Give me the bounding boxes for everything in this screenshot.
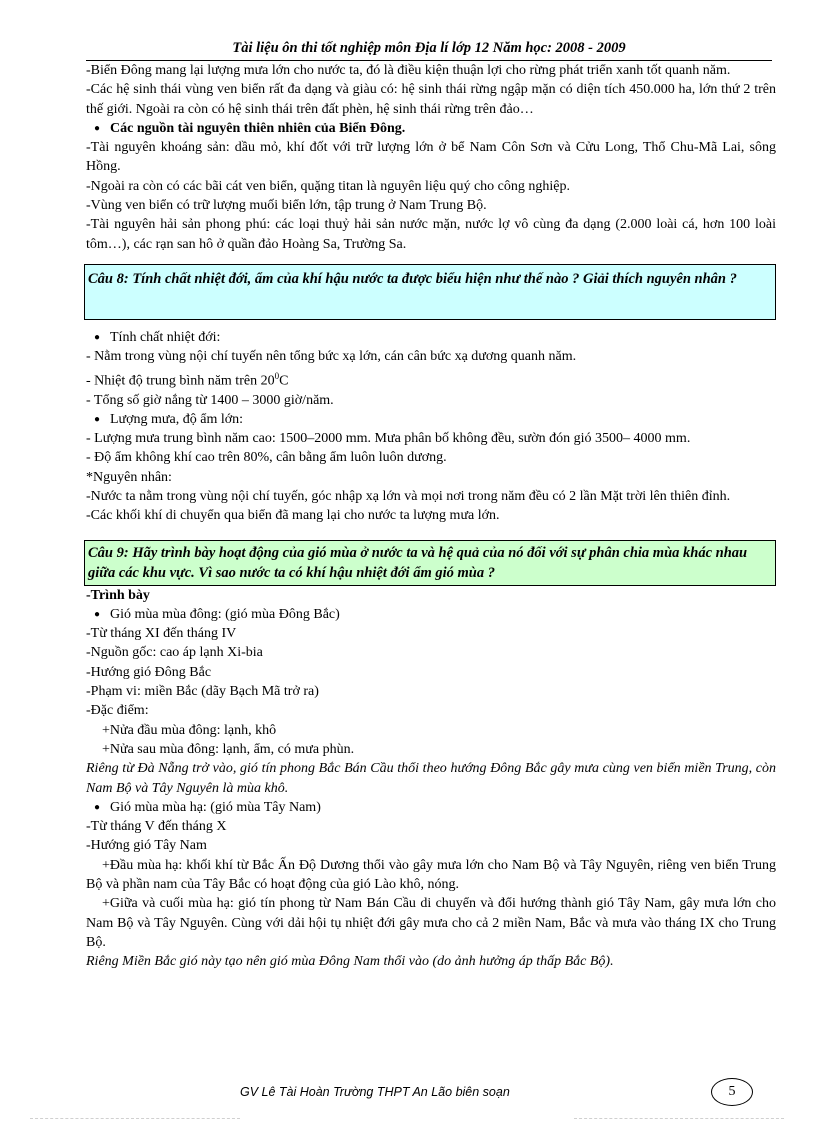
footer-author: GV Lê Tài Hoàn Trường THPT An Lão biên soạn	[240, 1085, 510, 1099]
paragraph: -Các khối khí di chuyển qua biển đã mang lại cho nước ta lượng mưa lớn.	[86, 508, 500, 524]
bullet-heading: ● Các nguồn tài nguyên thiên nhiên của Biển Đông.	[86, 119, 776, 138]
bullet-item: ● Gió mùa mùa đông: (gió mùa Đông Bắc)	[86, 605, 776, 624]
question-8-box: Câu 8: Tính chất nhiệt đới, ẩm của khí hậu nước ta được biểu hiện như thế nào ? Giải thích nguyên nhân ?	[84, 264, 776, 320]
paragraph: -Phạm vi: miền Bắc (dãy Bạch Mã trở ra)	[86, 684, 319, 700]
bullet-item: ● Tính chất nhiệt đới:	[86, 328, 776, 347]
paragraph: +Nửa đầu mùa đông: lạnh, khô	[102, 722, 277, 738]
section-heading: -Trình bày	[86, 587, 150, 603]
paragraph: -Nguồn gốc: cao áp lạnh Xi-bia	[86, 645, 263, 661]
paragraph: - Tổng số giờ nắng từ 1400 – 3000 giờ/năm.	[86, 392, 334, 408]
bullet-item: ● Lượng mưa, độ ẩm lớn:	[86, 410, 776, 429]
question-9-box: Câu 9: Hãy trình bày hoạt động của gió mùa ở nước ta và hệ quả của nó đối với sự phân chia mùa khác nhau giữa các khu vực. Vì sao nước ta có khí hậu nhiệt đới ẩm gió mùa ?	[84, 540, 776, 586]
paragraph: - Độ ẩm không khí cao trên 80%, cân bằng ẩm luôn luôn dương.	[86, 450, 447, 466]
paragraph: -Vùng ven biển có trữ lượng muối biển lớn, tập trung ở Nam Trung Bộ.	[86, 198, 487, 214]
page-number: 5	[711, 1078, 753, 1106]
paragraph: +Giữa và cuối mùa hạ: gió tín phong từ Nam Bán Cầu di chuyển và đổi hướng thành gió Tây Nam, gây mưa lớn cho Nam Bộ và Tây Nguyên. Cùng với dải hội tụ nhiệt đới gây mưa cho cả 2 miền Nam, Bắc và mưa vào tháng IX cho Trung Bộ.	[86, 896, 776, 950]
italic-note: Riêng từ Đà Nẵng trở vào, gió tín phong Bắc Bán Cầu thổi theo hướng Đông Bắc gây mưa cùng ven biển miền Trung, còn Nam Bộ và Tây Nguyên là mùa khô.	[86, 761, 776, 796]
paragraph	[86, 367, 776, 391]
paragraph: -Hướng gió Tây Nam	[86, 838, 207, 854]
paragraph: +Đầu mùa hạ: khối khí từ Bắc Ấn Độ Dương thổi vào gây mưa lớn cho Nam Bộ và Tây Nguyên, riêng ven biển Trung Bộ và phần nam của Tây Bắc có hoạt động của gió Lào khô, nóng.	[86, 857, 776, 893]
document-body	[86, 61, 776, 972]
paragraph: -Hướng gió Đông Bắc	[86, 664, 212, 680]
paragraph: -Đặc điểm:	[86, 703, 149, 719]
footer-divider	[30, 1118, 240, 1119]
paragraph: -Các hệ sinh thái vùng ven biển rất đa dạng và giàu có: hệ sinh thái rừng ngập mặn có diện tích 450.000 ha, lớn thứ 2 trên thế giới. Ngoài ra còn có hệ sinh thái trên đất phèn, hệ sinh thái rừng trên đảo…	[86, 82, 776, 117]
superscript: 0	[274, 370, 280, 381]
paragraph: *Nguyên nhân:	[86, 469, 172, 485]
bullet-item: ● Gió mùa mùa hạ: (gió mùa Tây Nam)	[86, 798, 776, 817]
paragraph: +Nửa sau mùa đông: lạnh, ẩm, có mưa phùn.	[102, 741, 355, 757]
paragraph: -Biển Đông mang lại lượng mưa lớn cho nước ta, đó là điều kiện thuận lợi cho rừng phát triển xanh tốt quanh năm.	[86, 63, 731, 78]
footer-divider	[574, 1118, 784, 1119]
italic-note: Riêng Miền Bắc gió này tạo nên gió mùa Đông Nam thổi vào (do ảnh hưởng áp thấp Bắc Bộ).	[86, 954, 614, 970]
text: - Nhiệt độ trung bình năm trên 20	[86, 373, 275, 389]
paragraph: -Từ tháng V đến tháng X	[86, 819, 227, 835]
paragraph: -Ngoài ra còn có các bãi cát ven biển, quặng titan là nguyên liệu quý cho công nghiệp.	[86, 178, 570, 194]
page-header: Tài liệu ôn thi tốt nghiệp môn Địa lí lớp 12 Năm học: 2008 - 2009	[232, 40, 626, 56]
text: C	[279, 373, 289, 389]
paragraph: - Nằm trong vùng nội chí tuyến nên tổng bức xạ lớn, cán cân bức xạ dương quanh năm.	[86, 349, 577, 365]
paragraph: -Tài nguyên hải sản phong phú: các loại thuỷ hải sản nước mặn, nước lợ vô cùng đa dạng (2.000 loài cá, hơn 100 loài tôm…), các rạn san hô ở quần đảo Hoàng Sa, Trường Sa.	[86, 217, 776, 252]
paragraph: - Lượng mưa trung bình năm cao: 1500–2000 mm. Mưa phân bố không đều, sườn đón gió 3500– 4000 mm.	[86, 431, 691, 447]
paragraph: -Tài nguyên khoáng sản: dầu mỏ, khí đốt với trữ lượng lớn ở bể Nam Côn Sơn và Cửu Long, Thổ Chu-Mã Lai, sông Hồng.	[86, 140, 776, 175]
paragraph: -Từ tháng XI đến tháng IV	[86, 626, 237, 642]
paragraph: -Nước ta nằm trong vùng nội chí tuyến, góc nhập xạ lớn và mọi nơi trong năm đều có 2 lần Mặt trời lên thiên đỉnh.	[86, 489, 731, 504]
